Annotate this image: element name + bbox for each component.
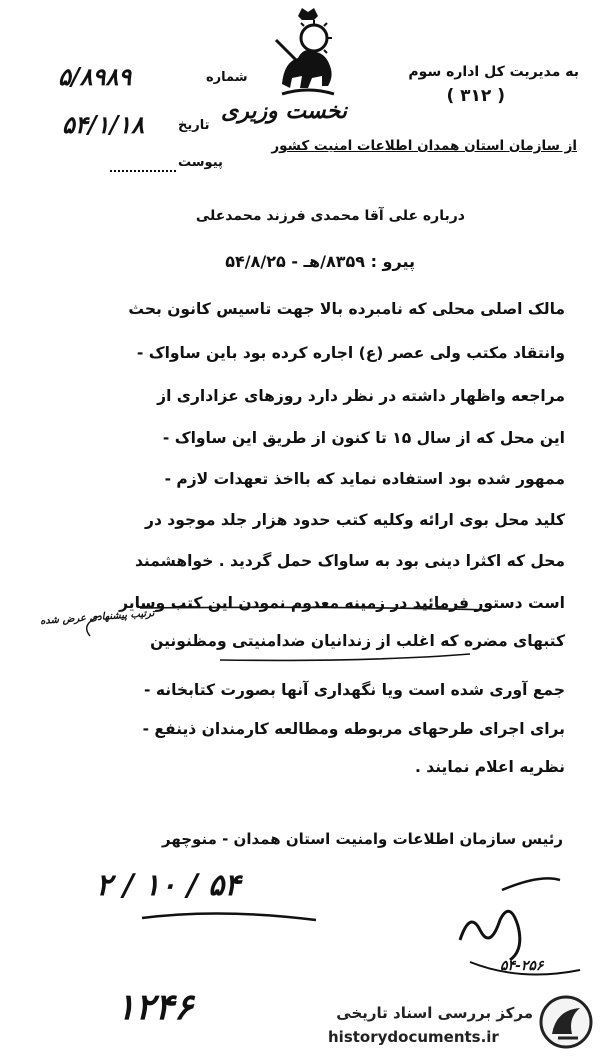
attachment-dots — [110, 170, 176, 172]
archive-number: ۱۲۴۶ — [116, 986, 194, 1028]
date-label: تاریخ — [178, 118, 210, 133]
body-line: مالک اصلی محلی که نامبرده بالا جهت تاسیس کانون بحث — [128, 300, 565, 318]
watermark-title: مرکز بررسی اسناد تاریخی — [336, 1004, 533, 1022]
reference-line: پیرو : ۸۳۵۹/هـ - ۵۴/۸/۲۵ — [225, 252, 415, 271]
body-line: این محل که از سال ۱۵ تا کنون از طریق این ساواک - — [162, 429, 565, 447]
office-code: ( ۳۱۲ ) — [446, 86, 505, 106]
body-line: نظریه اعلام نمایند . — [414, 758, 565, 776]
number-label: شماره — [206, 70, 248, 85]
archive-logo-icon — [538, 994, 594, 1050]
body-line: برای اجرای طرحهای مربوطه ومطالعه کارمندان ذینفع - — [142, 720, 565, 738]
body-line: کتبهای مضره که اغلب از زندانیان ضدامنیتی ومظنونین — [150, 632, 565, 650]
underline-scribble — [40, 604, 600, 674]
watermark-url: historydocuments.ir — [328, 1028, 499, 1046]
ministry-title: نخست وزیری — [221, 98, 347, 124]
body-line: وانتقاد مکتب ولی عصر (ع) اجاره کرده بود باین ساواک - — [136, 344, 565, 362]
handwritten-ref: ۵۴-۲۵۶ — [500, 958, 544, 974]
body-line: مراجعه واظهار داشته در نظر دارد روزهای عزاداری از — [157, 387, 565, 405]
date-underline — [140, 906, 320, 926]
office-line: به مدیریت کل اداره سوم — [408, 64, 579, 80]
margin-note: ترتیب پیشنهادی عرض شده — [39, 608, 155, 627]
body-line: جمع آوری شده است ویا نگهداری آنها بصورت کتابخانه - — [144, 681, 565, 699]
body-line: است دستور فرمائید در زمینه معدوم نمودن این کتب وسایر — [119, 594, 565, 612]
body-line: محل که اکثرا دینی بود به ساواک حمل گردید . خواهشمند — [134, 552, 565, 570]
attachment-label: پیوست — [178, 155, 223, 170]
lion-and-sun-emblem-icon — [268, 6, 348, 98]
subject-line: درباره علی آقا محمدی فرزند محمدعلی — [195, 208, 465, 224]
signature-line: رئیس سازمان اطلاعات وامنیت استان همدان - منوچهر — [162, 830, 563, 848]
handwritten-date: ۵۴ / ۱۰ / ۲ — [96, 868, 241, 903]
number-value: ۵/۸۹۸۹ — [58, 62, 132, 91]
date-value: ۵۴/۱/۱۸ — [62, 110, 144, 139]
body-line: ممهور شده بود استفاده نماید که بااخذ تعهدات لازم - — [164, 470, 565, 488]
sender-line: از سازمان استان همدان اطلاعات امنیت کشور — [271, 138, 577, 154]
body-line: کلید محل بوی ارائه وکلیه کتب حدود هزار جلد موجود در — [145, 511, 565, 529]
